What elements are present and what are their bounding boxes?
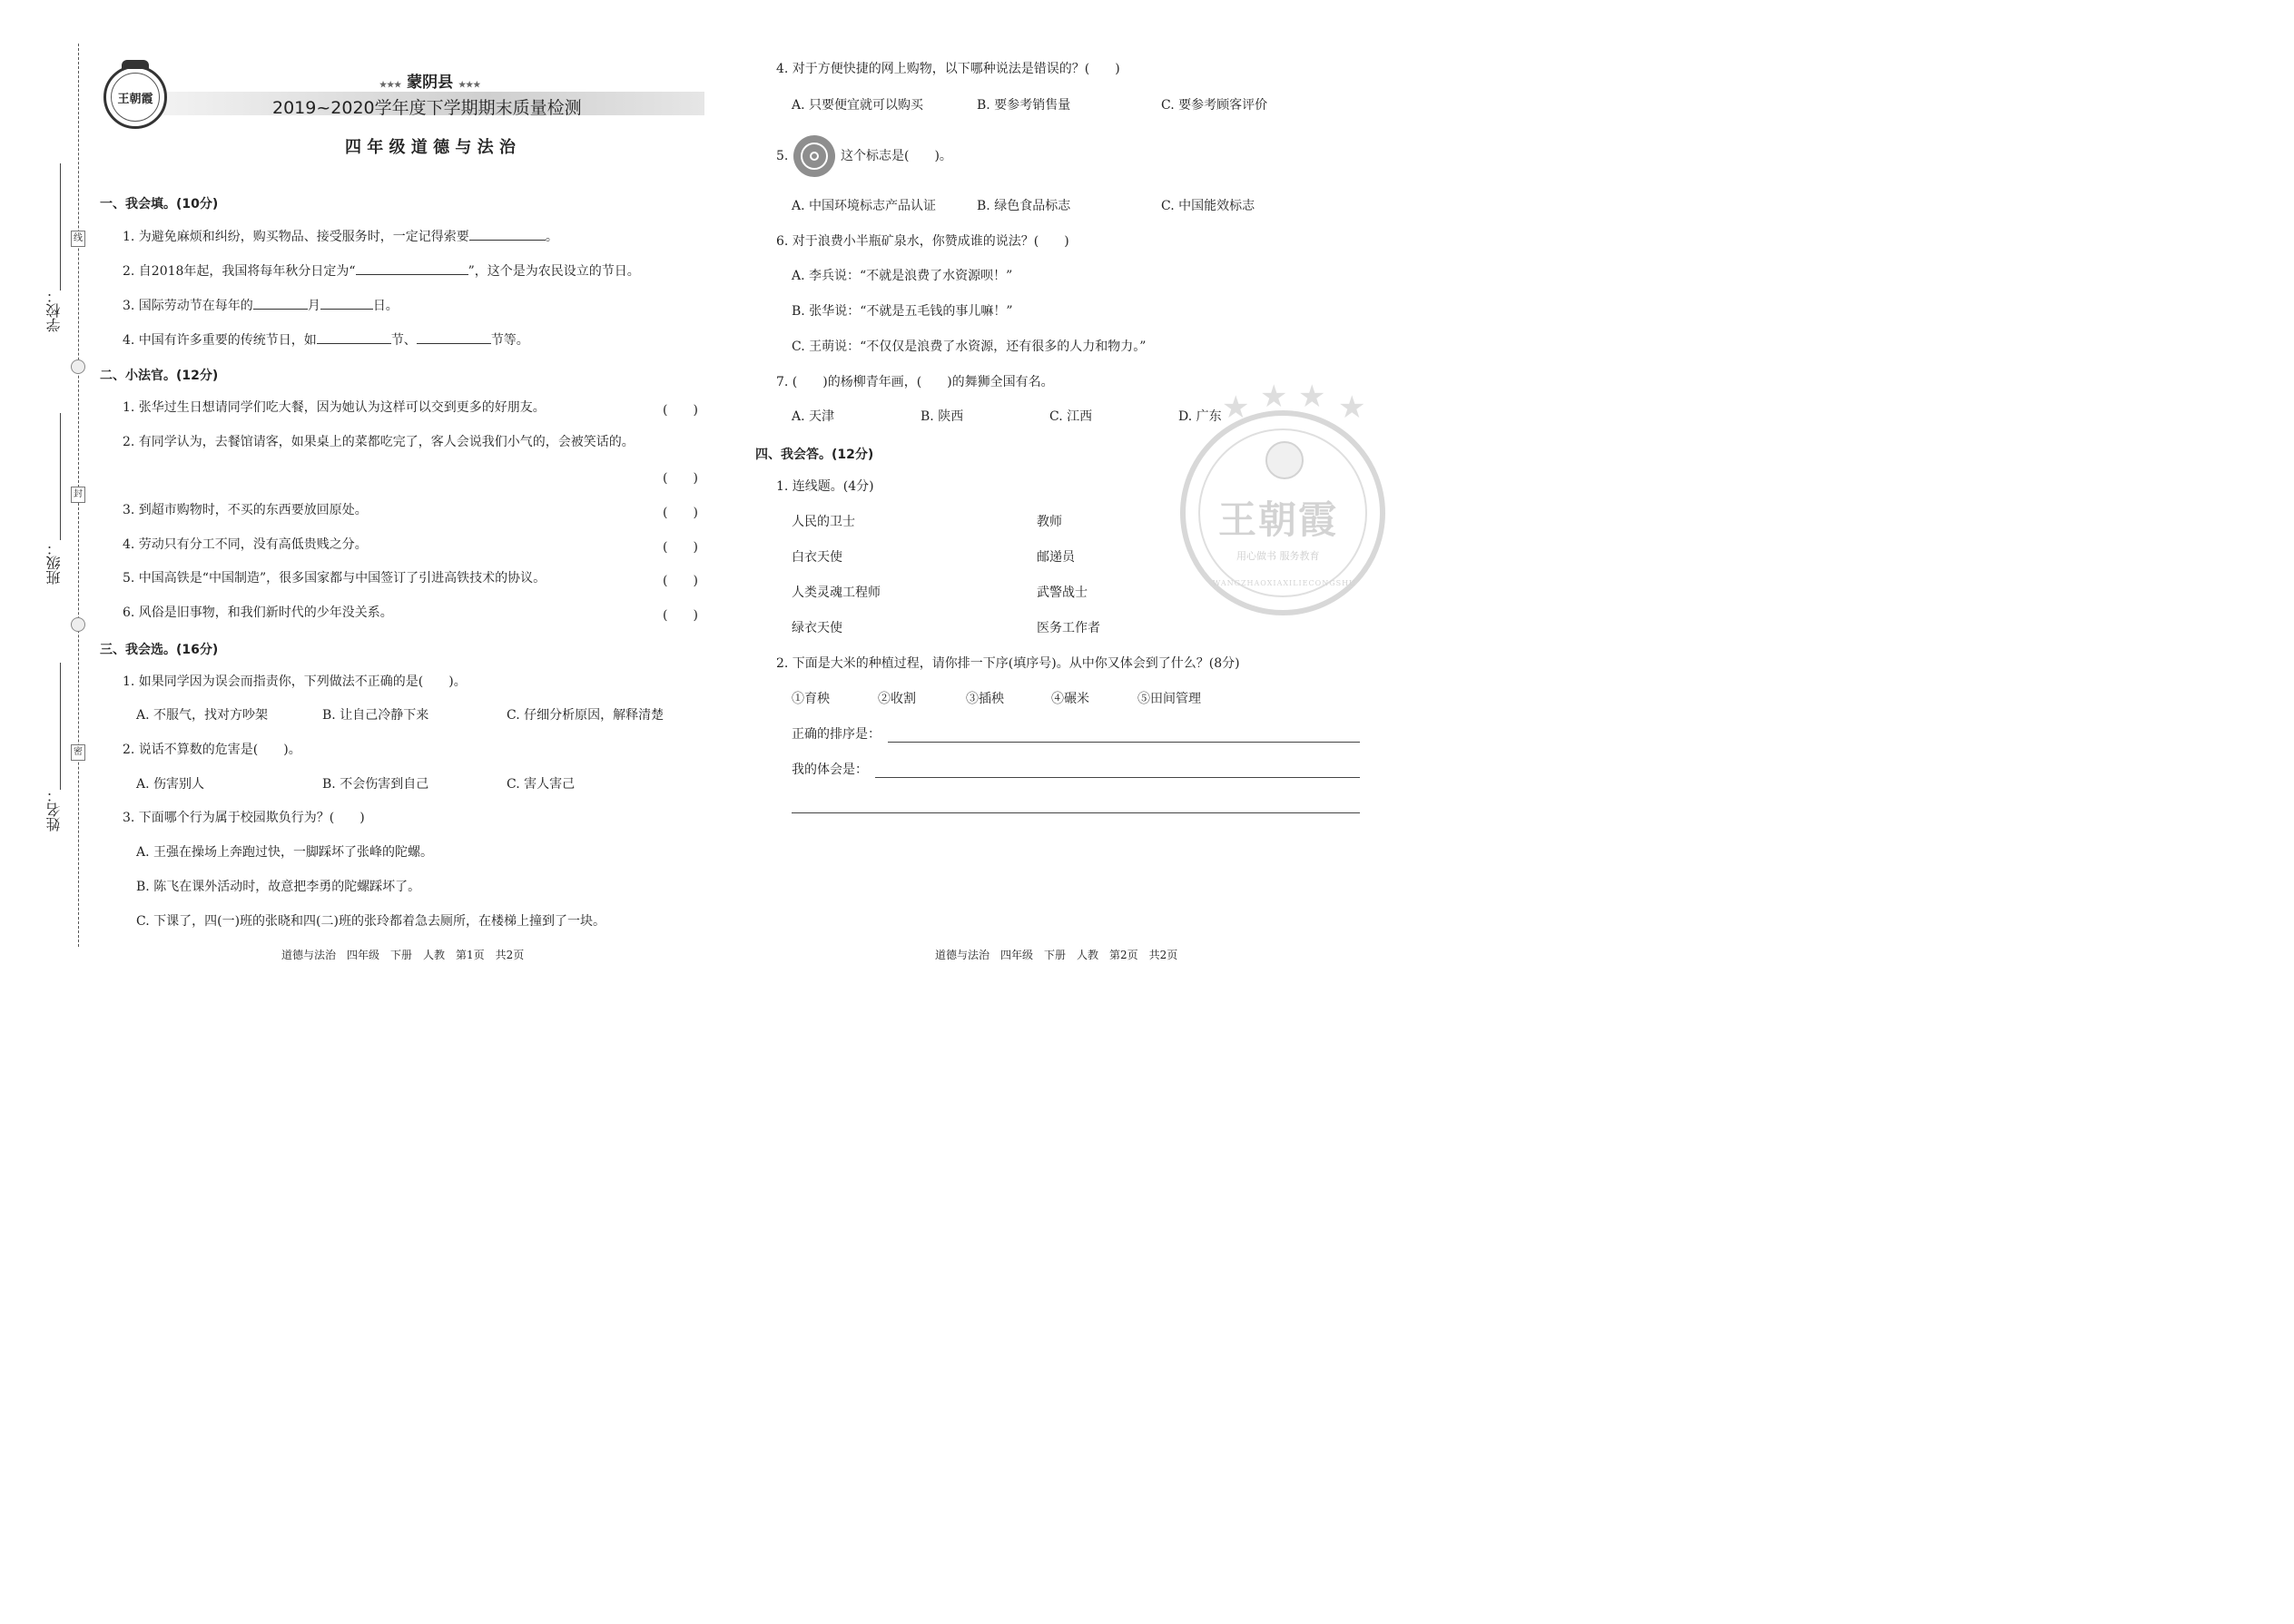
choice-option[interactable]: A. 王强在操场上奔跑过快，一脚踩坏了张峰的陀螺。	[136, 845, 434, 860]
answer-blank[interactable]	[356, 263, 468, 275]
watermark-star-icon: ★	[1222, 389, 1250, 426]
judge-item: 4. 劳动只有分工不同，没有高低贵贱之分。	[123, 537, 368, 552]
answer-blank[interactable]	[320, 298, 373, 310]
choice-option[interactable]: A. 伤害别人	[136, 777, 205, 792]
binding-solid-line	[60, 163, 61, 290]
judge-item: 2. 有同学认为，去餐馆请客，如果桌上的菜都吃完了，客人会说我们小气的，会被笑话的。	[123, 435, 635, 449]
choice-option[interactable]: C. 王萌说：“不仅仅是浪费了水资源，还有很多的人力和物力。”	[792, 340, 1147, 354]
match-title: 1. 连线题。(4分)	[776, 479, 874, 494]
choice-question: 6. 对于浪费小半瓶矿泉水，你赞成谁的说法？( )	[776, 234, 1069, 249]
watermark-slogan: 用心做书 服务教育	[1236, 550, 1320, 562]
binding-solid-line-2	[60, 413, 61, 540]
choice-option[interactable]: B. 陕西	[921, 409, 964, 424]
exam-title: 2019~2020学年度下学期期末质量检测	[272, 98, 582, 118]
choice-option[interactable]: B. 要参考销售量	[977, 98, 1071, 113]
footer-right: 道德与法治 四年级 下册 人教 第2页 共2页	[935, 949, 1178, 961]
order-answer-line[interactable]	[888, 742, 1360, 743]
binding-mark-bind: 密	[71, 744, 85, 761]
school-label: 学校：	[45, 289, 63, 332]
rice-step: ⑤田间管理	[1137, 692, 1201, 706]
section-3-title: 三、我会选。(16分)	[100, 643, 219, 657]
footer-left: 道德与法治 四年级 下册 人教 第1页 共2页	[281, 949, 525, 961]
logo-crown-icon	[122, 60, 149, 69]
match-left-item[interactable]: 人类灵魂工程师	[792, 586, 881, 600]
publisher-logo	[103, 65, 167, 129]
choice-option[interactable]: A. 天津	[792, 409, 835, 424]
answer-blank[interactable]	[253, 298, 308, 310]
judge-answer-paren[interactable]: ( )	[663, 574, 698, 588]
feel-answer-line[interactable]	[875, 777, 1360, 778]
choice-question: 3. 下面哪个行为属于校园欺负行为？( )	[123, 811, 365, 825]
match-right-item[interactable]: 武警战士	[1037, 586, 1088, 600]
feel-answer-line-2[interactable]	[792, 812, 1360, 813]
choice-option[interactable]: C. 要参考顾客评价	[1161, 98, 1268, 113]
choice-option[interactable]: A. 不服气，找对方吵架	[136, 708, 269, 723]
order-label: 正确的排序是：	[792, 727, 881, 742]
q1-item-1: 1. 为避免麻烦和纠纷，购买物品、接受服务时，一定记得索要 。	[123, 230, 558, 244]
match-right-item[interactable]: 教师	[1037, 515, 1062, 529]
choice-option[interactable]: A. 只要便宜就可以购买	[792, 98, 924, 113]
rice-step: ①育秧	[792, 692, 830, 706]
choice-option[interactable]: B. 不会伤害到自己	[322, 777, 429, 792]
section-4-title: 四、我会答。(12分)	[755, 448, 874, 462]
answer-blank[interactable]	[469, 229, 546, 241]
judge-item: 5. 中国高铁是“中国制造”，很多国家都与中国签订了引进高铁技术的协议。	[123, 571, 546, 586]
rice-step: ②收割	[878, 692, 916, 706]
choice-option[interactable]: C. 仔细分析原因，解释清楚	[507, 708, 665, 723]
judge-answer-paren[interactable]: ( )	[663, 506, 698, 520]
watermark-brand: 王朝霞	[1218, 497, 1339, 542]
watermark-portrait-icon	[1265, 441, 1304, 479]
star-icon: ★★★	[379, 81, 402, 90]
choice-option[interactable]: C. 下课了，四(一)班的张晓和四(二)班的张玲都着急去厕所，在楼梯上撞到了一块。	[136, 914, 605, 929]
binding-flower-icon	[71, 359, 85, 374]
county-line	[379, 69, 480, 92]
q1-item-4: 4. 中国有许多重要的传统节日，如 节、 节等。	[123, 333, 529, 348]
choice-option[interactable]: B. 陈飞在课外活动时，故意把李勇的陀螺踩坏了。	[136, 880, 421, 894]
section-2-title: 二、小法官。(12分)	[100, 369, 219, 383]
choice-option[interactable]: C. 害人害己	[507, 777, 576, 792]
judge-answer-paren[interactable]: ( )	[663, 608, 698, 623]
binding-mark-line: 线	[71, 231, 85, 247]
choice-question: 7. ( )的杨柳青年画，( )的舞狮全国有名。	[776, 375, 1054, 389]
choice-option[interactable]: A. 李兵说：“不就是浪费了水资源呗！”	[792, 269, 1013, 283]
feel-label: 我的体会是：	[792, 763, 868, 777]
watermark-star-icon: ★	[1260, 379, 1288, 415]
star-icon: ★★★	[458, 81, 481, 90]
rice-step: ③插秧	[966, 692, 1004, 706]
judge-answer-paren[interactable]: ( )	[663, 540, 698, 555]
name-label: 姓名：	[45, 788, 63, 832]
judge-item: 1. 张华过生日想请同学们吃大餐，因为她认为这样可以交到更多的好朋友。	[123, 400, 546, 415]
county-name: 蒙阴县	[407, 74, 454, 92]
rice-question: 2. 下面是大米的种植过程，请你排一下序(填序号)。从中你又体会到了什么？(8分)	[776, 656, 1240, 671]
answer-blank[interactable]	[317, 332, 391, 344]
judge-item: 3. 到超市购物时，不买的东西要放回原处。	[123, 503, 368, 517]
match-right-item[interactable]: 邮递员	[1037, 550, 1075, 565]
watermark-seal	[1180, 410, 1385, 615]
choice-option[interactable]: B. 绿色食品标志	[977, 199, 1071, 213]
choice-question: 这个标志是( )。	[841, 149, 952, 163]
choice-question: 1. 如果同学因为误会而指责你，下列做法不正确的是( )。	[123, 674, 467, 689]
section-1-title: 一、我会填。(10分)	[100, 197, 219, 212]
watermark-star-icon: ★	[1298, 379, 1326, 415]
choice-option[interactable]: C. 江西	[1049, 409, 1093, 424]
match-left-item[interactable]: 白衣天使	[792, 550, 842, 565]
logo-text: 王朝霞	[117, 92, 153, 106]
q5-number: 5.	[776, 149, 789, 163]
judge-answer-paren[interactable]: ( )	[663, 403, 698, 418]
q1-item-2: 2. 自2018年起，我国将每年秋分日定为“ ”，这个是为农民设立的节日。	[123, 264, 640, 279]
class-label: 班级：	[45, 541, 63, 585]
binding-flower-icon	[71, 617, 85, 632]
judge-answer-paren[interactable]: ( )	[663, 471, 698, 486]
binding-mark-seal: 封	[71, 487, 85, 503]
choice-option[interactable]: D. 广东	[1178, 409, 1222, 424]
choice-option[interactable]: C. 中国能效标志	[1161, 199, 1255, 213]
choice-option[interactable]: A. 中国环境标志产品认证	[792, 199, 937, 213]
binding-solid-line-3	[60, 663, 61, 790]
eco-label-logo-icon	[793, 135, 835, 177]
watermark-star-icon: ★	[1338, 389, 1366, 426]
choice-question: 2. 说话不算数的危害是( )。	[123, 743, 301, 757]
subject-title: 四 年 级 道 德 与 法 治	[345, 138, 516, 157]
match-left-item[interactable]: 人民的卫士	[792, 515, 855, 529]
rice-step: ④碾米	[1051, 692, 1089, 706]
q1-item-3: 3. 国际劳动节在每年的 月 日。	[123, 299, 399, 313]
match-right-item[interactable]: 医务工作者	[1037, 621, 1100, 635]
answer-blank[interactable]	[417, 332, 491, 344]
choice-option[interactable]: B. 让自己冷静下来	[322, 708, 429, 723]
judge-item: 6. 风俗是旧事物，和我们新时代的少年没关系。	[123, 605, 393, 620]
choice-question: 4. 对于方便快捷的网上购物，以下哪种说法是错误的？( )	[776, 62, 1120, 76]
watermark-arc-text: WANGZHAOXIAXILIECONGSHU	[1213, 579, 1356, 587]
choice-option[interactable]: B. 张华说：“不就是五毛钱的事儿嘛！”	[792, 304, 1013, 319]
match-left-item[interactable]: 绿衣天使	[792, 621, 842, 635]
